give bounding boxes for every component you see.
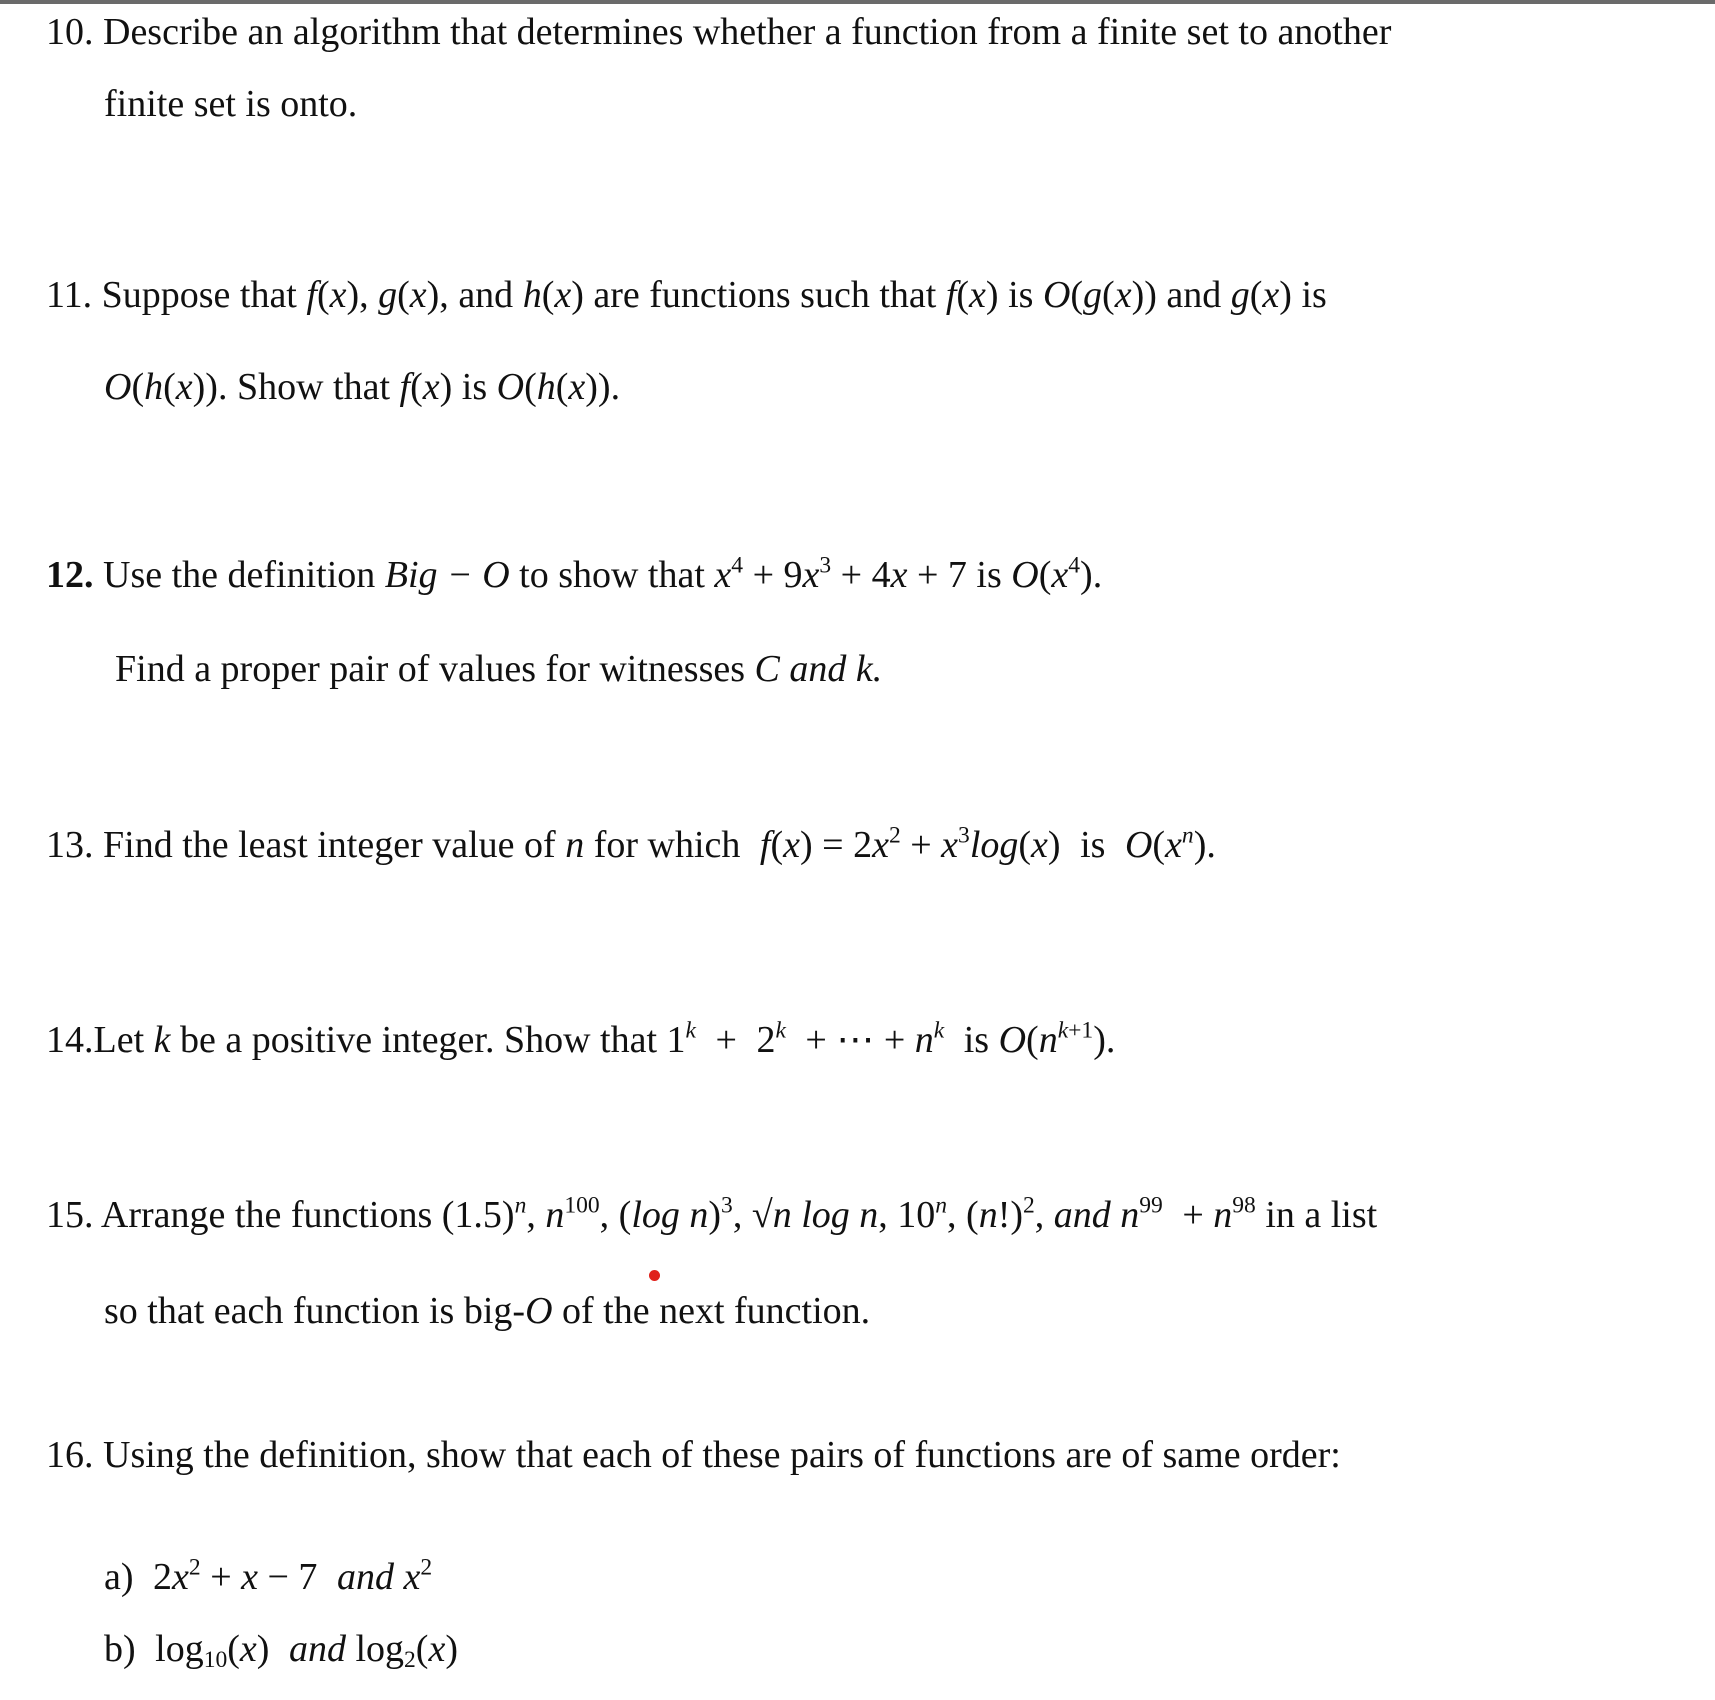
q12-line1 [46, 553, 1102, 597]
q13-math-f: $f(x) = 2x^2 + x^3\log(x)$ [759, 822, 1061, 866]
q15-arrange: Arrange the functions [100, 1194, 433, 1236]
q12-use-def: Use the definition [103, 554, 376, 596]
q12-witnesses: C and k. [754, 648, 883, 690]
red-dot-marker [649, 1270, 660, 1281]
q14-line: 14.Let k be a positive integer. Show that $1^k + 2^k$ + ⋯ + $n^k$ is $O(n^{k+1})$. [46, 1017, 1116, 1061]
q16-b-and: and [288, 1628, 346, 1670]
q16-item-a: a) $2x^2 + x - 7$ and $x^2$ [104, 1554, 433, 1598]
q12-to-show: to show that [519, 554, 705, 596]
q16-text: Using the definition, show that each of these pairs of functions are of same order: [103, 1434, 1341, 1476]
q16-a-label: a) [104, 1556, 134, 1598]
q13-math-bigo: $O(x^n)$. [1124, 822, 1216, 866]
q15-line2b: of the next function. [562, 1290, 871, 1332]
q10-line2 [104, 82, 357, 126]
q11-are-functions: are functions such that [593, 274, 937, 316]
q11-is-2: is [1301, 274, 1327, 316]
q16-number: 16. [46, 1434, 94, 1476]
q15-line1 [46, 1193, 1377, 1237]
q10-text: Describe an algorithm that determines whether a function from a finite set to another [103, 11, 1392, 53]
q15-math-list: $(1.5)^n$, $n^{100}$, (log n)$^3$, √n log n, 10$^n$, $(n!)^2$, and $n^{99} + n^{98}$ [441, 1192, 1256, 1236]
q14-number: 14. [46, 1019, 94, 1061]
q15-in-a-list: in a list [1265, 1194, 1378, 1236]
q12-number: 12. [46, 554, 94, 596]
q13-line: 13. Find the least integer value of n for which $f(x) = 2x^2 + x^3\log(x)$ is $O(x^n)$. [46, 822, 1216, 866]
q10-line1 [46, 10, 1391, 54]
q11-math-fgh: f [306, 274, 317, 316]
q11-is-1: is [1008, 274, 1034, 316]
q16-line [46, 1433, 1341, 1477]
q13-for-which: for which [593, 824, 741, 866]
q13-number: 13. [46, 824, 94, 866]
q14-rest: be a positive integer. Show that [180, 1019, 658, 1061]
q12-line2 [115, 647, 882, 691]
q16-b-math: $\log_{10}(x)$ [155, 1628, 270, 1673]
q11-number: 11. [46, 274, 93, 316]
q12-math-bigo: $O(x^4)$. [1011, 552, 1103, 596]
q15-line2a: so that each function is big- [104, 1290, 526, 1332]
q11-and-1: and [458, 274, 514, 316]
q16-item-b: b) $\log_{10}(x)$ and $\log_2(x)$ [104, 1628, 458, 1673]
q11-line2: O(h(x)). Show that f(x) is O(h(x)). [104, 366, 621, 408]
q16-a-math: $2x^2 + x - 7$ [153, 1554, 318, 1598]
q14-math-sum: $1^k + 2^k$ + ⋯ + $n^k$ [666, 1017, 945, 1061]
top-rule [0, 0, 1715, 4]
q11-show-that: . Show that [217, 366, 391, 408]
q11-is-3: is [461, 366, 488, 408]
q10-number: 10. [46, 11, 94, 53]
q14-is: is [963, 1019, 990, 1061]
q12-math-poly: $x^4 + 9x^3 + 4x + 7$ [714, 552, 967, 596]
q12-is: is [976, 554, 1002, 596]
q11-line1: 11. Suppose that f(x), g(x), and h(x) are functions such that f(x) is O(g(x)) and g(x) is [46, 274, 1327, 316]
q14-math-bigo: $O(n^{k+1})$. [998, 1017, 1116, 1061]
q11-suppose: Suppose that [101, 274, 297, 316]
q13-is: is [1080, 824, 1106, 866]
q12-find-pair: Find a proper pair of values for witnesses [115, 648, 746, 690]
q12-big-o: Big − O [384, 554, 510, 596]
q13-text: Find the least integer value of [103, 824, 556, 866]
q16-a-and: and [336, 1556, 394, 1598]
q14-let: Let [93, 1019, 145, 1061]
q15-line2: so that each function is big-O of the next function. [104, 1290, 871, 1332]
q10-text-cont: finite set is onto. [104, 83, 358, 125]
q15-number: 15. [46, 1194, 94, 1236]
q11-and-2: and [1166, 274, 1222, 316]
q16-b-label: b) [104, 1628, 136, 1670]
